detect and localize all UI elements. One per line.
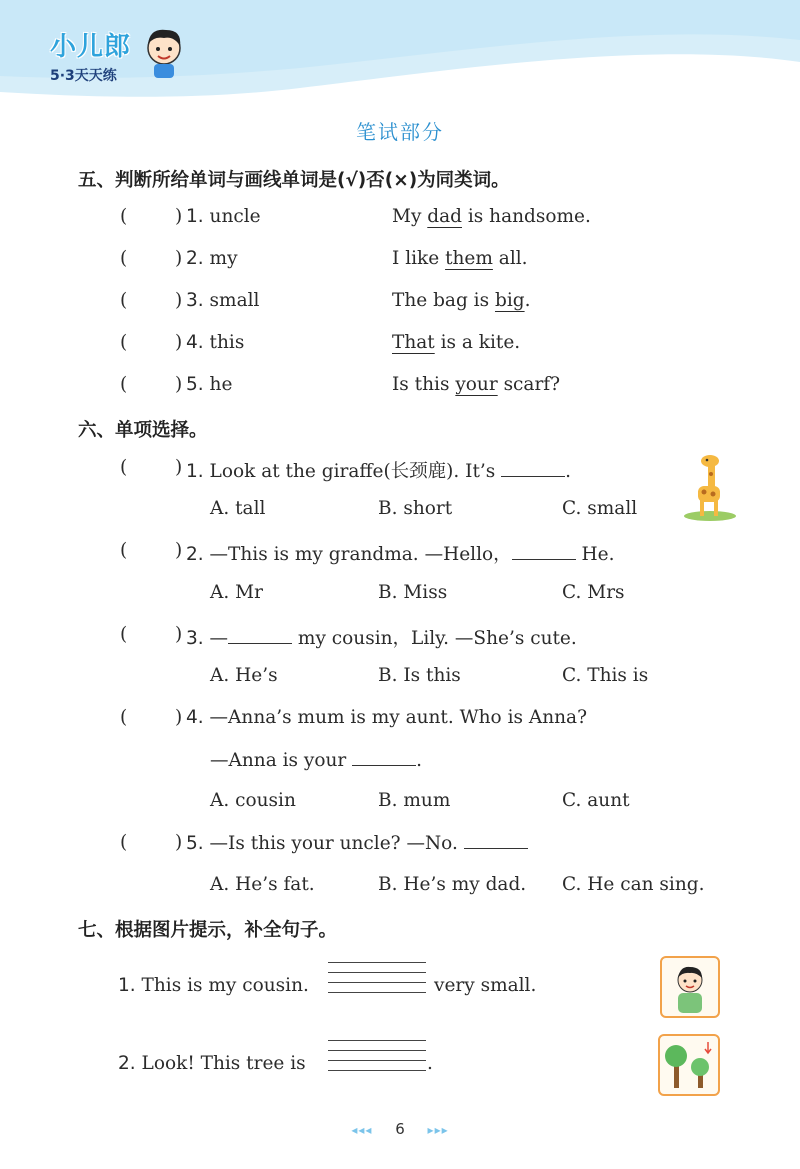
option-b[interactable]: B. mum — [378, 790, 451, 811]
option-c[interactable]: C. aunt — [562, 790, 630, 811]
answer-bracket-close: ) — [175, 707, 183, 728]
item-number: 3. — [186, 290, 204, 311]
option-b[interactable]: B. He’s my dad. — [378, 874, 527, 895]
option-c[interactable]: C. This is — [562, 665, 649, 686]
given-word: small — [209, 290, 260, 311]
given-word: my — [209, 248, 238, 269]
answer-bracket-open[interactable]: ( — [120, 332, 128, 353]
answer-bracket-open[interactable]: ( — [120, 832, 128, 853]
answer-bracket-open[interactable]: ( — [120, 374, 128, 395]
option-c[interactable]: C. Mrs — [562, 582, 625, 603]
tree-picture — [658, 1034, 720, 1096]
four-line-writing-grid[interactable] — [328, 1040, 426, 1080]
given-word: this — [209, 332, 245, 353]
answer-bracket-open[interactable]: ( — [120, 624, 128, 645]
option-b[interactable]: B. short — [378, 498, 453, 519]
answer-blank[interactable] — [352, 749, 416, 766]
underlined-word: That — [392, 332, 435, 353]
question-text: 1. Look at the giraffe(长颈鹿). It’s . — [186, 461, 572, 482]
given-word: he — [209, 374, 233, 395]
answer-bracket-open[interactable]: ( — [120, 290, 128, 311]
page-number: 6 — [395, 1120, 405, 1138]
option-b[interactable]: B. Miss — [378, 582, 448, 603]
page-footer — [0, 1120, 800, 1138]
answer-bracket-close: ) — [175, 540, 183, 561]
item-number: 4. — [186, 332, 204, 353]
sentence-start: 2. Look! This tree is — [118, 1053, 306, 1074]
brand-logo — [50, 26, 131, 85]
option-a[interactable]: A. He’s — [210, 665, 278, 686]
answer-bracket-open[interactable]: ( — [120, 248, 128, 269]
answer-blank[interactable] — [228, 627, 292, 644]
answer-bracket-close: ) — [175, 832, 183, 853]
part5-title: 五、判断所给单词与画线单词是(√)否(×)为同类词。 — [78, 170, 510, 191]
reference-sentence: The bag is big. — [392, 290, 531, 311]
answer-blank[interactable] — [501, 460, 565, 477]
question-text: 5. —Is this your uncle? —No. — [186, 832, 528, 854]
option-a[interactable]: A. Mr — [210, 582, 263, 603]
answer-blank[interactable] — [512, 543, 576, 560]
prev-arrows-icon: ◂◂◂ — [351, 1123, 373, 1137]
option-b[interactable]: B. Is this — [378, 665, 461, 686]
answer-bracket-close: ) — [175, 374, 183, 395]
answer-bracket-close: ) — [175, 248, 183, 269]
option-a[interactable]: A. cousin — [210, 790, 296, 811]
brand-name: 小儿郎 — [50, 32, 132, 62]
cousin-picture — [660, 956, 720, 1018]
question-text: 2. —This is my grandma. —Hello， He. — [186, 544, 615, 565]
reference-sentence: That is a kite. — [392, 332, 521, 353]
answer-bracket-close: ) — [175, 332, 183, 353]
option-c[interactable]: C. small — [562, 498, 638, 519]
answer-bracket-close: ) — [175, 290, 183, 311]
part6-title: 六、单项选择。 — [78, 420, 208, 441]
question-text: 3. — my cousin，Lily. —She’s cute. — [186, 628, 577, 649]
underlined-word: dad — [427, 206, 462, 227]
item-number: 1. — [186, 206, 204, 227]
mascot-boy-icon — [140, 24, 188, 80]
reference-sentence: Is this your scarf? — [392, 374, 561, 395]
answer-blank[interactable] — [464, 832, 528, 849]
answer-bracket-close: ) — [175, 624, 183, 645]
question-text-line2: —Anna is your . — [210, 750, 423, 771]
answer-bracket-open[interactable]: ( — [120, 707, 128, 728]
four-line-writing-grid[interactable] — [328, 962, 426, 1002]
question-text: 4. —Anna’s mum is my aunt. Who is Anna? — [186, 707, 587, 728]
reference-sentence: I like them all. — [392, 248, 528, 269]
given-word: uncle — [209, 206, 261, 227]
answer-bracket-close: ) — [175, 206, 183, 227]
sentence-end: . — [427, 1053, 433, 1074]
option-c[interactable]: C. He can sing. — [562, 874, 705, 895]
item-number: 5. — [186, 374, 204, 395]
part7-title: 七、根据图片提示，补全句子。 — [78, 920, 338, 941]
answer-bracket-open[interactable]: ( — [120, 206, 128, 227]
item-number: 2. — [186, 248, 204, 269]
series-name: 5·3天天练 — [50, 68, 117, 84]
underlined-word: big — [494, 290, 525, 311]
giraffe-icon — [680, 452, 738, 522]
sentence-end: very small. — [434, 975, 537, 996]
next-arrows-icon: ▸▸▸ — [427, 1123, 449, 1137]
underlined-word: your — [455, 374, 498, 395]
reference-sentence: My dad is handsome. — [392, 206, 591, 227]
section-title: 笔试部分 — [356, 120, 444, 144]
answer-bracket-open[interactable]: ( — [120, 540, 128, 561]
tall-tree-icon — [660, 1036, 718, 1094]
sentence-start: 1. This is my cousin. — [118, 975, 309, 996]
option-a[interactable]: A. He’s fat. — [210, 874, 315, 895]
option-a[interactable]: A. tall — [210, 498, 266, 519]
answer-bracket-open[interactable]: ( — [120, 457, 128, 478]
answer-bracket-close: ) — [175, 457, 183, 478]
underlined-word: them — [445, 248, 493, 269]
boy-icon — [662, 958, 718, 1016]
